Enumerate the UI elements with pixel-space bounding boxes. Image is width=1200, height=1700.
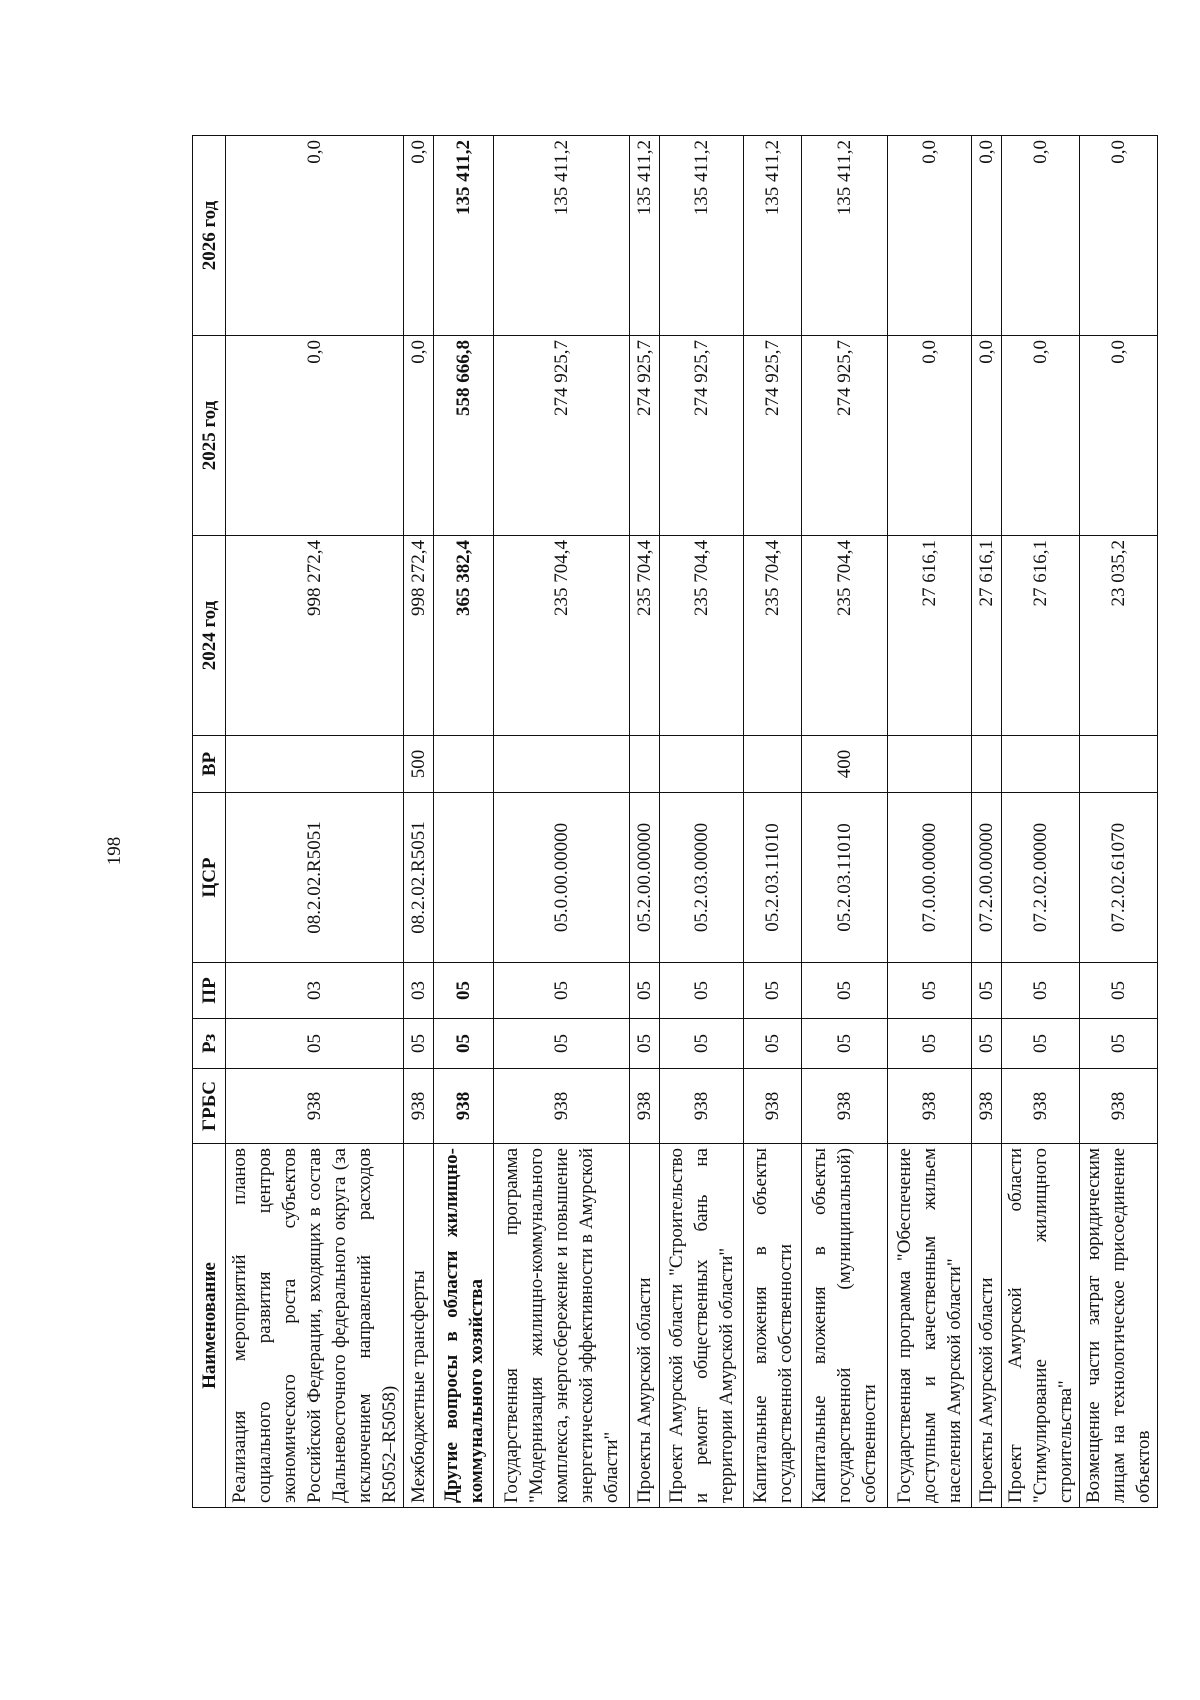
cell-rz: 05 <box>660 1019 744 1069</box>
table-row <box>434 136 494 1508</box>
cell-y2026: 0,0 <box>972 136 1002 336</box>
cell-csr: 07.2.02.00000 <box>1002 793 1080 963</box>
cell-grbs: 938 <box>494 1069 630 1144</box>
cell-y2024: 998 272,4 <box>404 536 434 736</box>
cell-name: Возмещение части затрат юридическим лицам на технологическое присоединение объектов <box>1080 1144 1158 1508</box>
table-row <box>1080 136 1158 1508</box>
cell-vr: 400 <box>802 736 888 793</box>
cell-rz: 05 <box>1002 1019 1080 1069</box>
cell-y2024: 998 272,4 <box>226 536 404 736</box>
cell-y2026: 135 411,2 <box>660 136 744 336</box>
cell-y2026: 135 411,2 <box>494 136 630 336</box>
cell-y2026: 135 411,2 <box>434 136 494 336</box>
cell-pr: 05 <box>972 963 1002 1019</box>
page-number: 198 <box>104 836 125 866</box>
cell-pr: 05 <box>660 963 744 1019</box>
cell-csr: 07.2.02.61070 <box>1080 793 1158 963</box>
cell-name: Капитальные вложения в объекты государственной собственности <box>744 1144 802 1508</box>
cell-y2026: 0,0 <box>888 136 972 336</box>
cell-vr <box>434 736 494 793</box>
cell-y2024: 27 616,1 <box>1002 536 1080 736</box>
cell-csr: 05.2.03.00000 <box>660 793 744 963</box>
cell-name: Проект Амурской области "Строительство и ремонт общественных бань на территории Амурской области" <box>660 1144 744 1508</box>
cell-vr <box>494 736 630 793</box>
cell-y2025: 0,0 <box>404 336 434 536</box>
cell-rz: 05 <box>1080 1019 1158 1069</box>
cell-vr <box>226 736 404 793</box>
cell-rz: 05 <box>434 1019 494 1069</box>
cell-rz: 05 <box>226 1019 404 1069</box>
header-rz: Рз <box>193 1019 226 1069</box>
cell-y2024: 27 616,1 <box>888 536 972 736</box>
table-row <box>404 136 434 1508</box>
cell-name: Капитальные вложения в объекты государственной (муниципальной) собственности <box>802 1144 888 1508</box>
cell-csr: 08.2.02.R5051 <box>226 793 404 963</box>
cell-grbs: 938 <box>802 1069 888 1144</box>
header-csr: ЦСР <box>193 793 226 963</box>
table-row <box>1002 136 1080 1508</box>
cell-vr <box>1080 736 1158 793</box>
cell-rz: 05 <box>972 1019 1002 1069</box>
rotated-table-wrapper <box>192 136 1154 1508</box>
table-row <box>744 136 802 1508</box>
cell-vr <box>660 736 744 793</box>
cell-csr: 05.2.03.11010 <box>744 793 802 963</box>
cell-grbs: 938 <box>434 1069 494 1144</box>
budget-table <box>192 135 1158 1508</box>
cell-pr: 05 <box>1002 963 1080 1019</box>
cell-grbs: 938 <box>888 1069 972 1144</box>
table-row <box>494 136 630 1508</box>
cell-y2024: 235 704,4 <box>802 536 888 736</box>
cell-y2026: 0,0 <box>1002 136 1080 336</box>
table-row <box>226 136 404 1508</box>
cell-y2024: 365 382,4 <box>434 536 494 736</box>
cell-grbs: 938 <box>972 1069 1002 1144</box>
cell-y2024: 23 035,2 <box>1080 536 1158 736</box>
cell-vr <box>972 736 1002 793</box>
cell-pr: 05 <box>434 963 494 1019</box>
cell-pr: 05 <box>744 963 802 1019</box>
cell-grbs: 938 <box>226 1069 404 1144</box>
cell-name: Межбюджетные трансферты <box>404 1144 434 1508</box>
cell-csr: 05.2.00.00000 <box>630 793 660 963</box>
table-row <box>888 136 972 1508</box>
cell-csr: 07.2.00.00000 <box>972 793 1002 963</box>
cell-pr: 05 <box>494 963 630 1019</box>
cell-pr: 05 <box>802 963 888 1019</box>
cell-vr <box>630 736 660 793</box>
cell-y2025: 0,0 <box>972 336 1002 536</box>
cell-name: Проекты Амурской области <box>972 1144 1002 1508</box>
table-row <box>660 136 744 1508</box>
cell-vr <box>744 736 802 793</box>
header-2026: 2026 год <box>193 136 226 336</box>
cell-csr: 08.2.02.R5051 <box>404 793 434 963</box>
cell-y2024: 235 704,4 <box>494 536 630 736</box>
header-2024: 2024 год <box>193 536 226 736</box>
cell-csr: 07.0.00.00000 <box>888 793 972 963</box>
cell-y2025: 0,0 <box>1080 336 1158 536</box>
cell-y2025: 0,0 <box>226 336 404 536</box>
cell-name: Государственная программа "Обеспечение доступным и качественным жильем населения Амурской области" <box>888 1144 972 1508</box>
cell-y2025: 274 925,7 <box>494 336 630 536</box>
cell-y2024: 235 704,4 <box>660 536 744 736</box>
cell-grbs: 938 <box>744 1069 802 1144</box>
cell-y2026: 0,0 <box>404 136 434 336</box>
cell-grbs: 938 <box>630 1069 660 1144</box>
cell-grbs: 938 <box>1080 1069 1158 1144</box>
cell-pr: 03 <box>226 963 404 1019</box>
cell-rz: 05 <box>744 1019 802 1069</box>
cell-rz: 05 <box>494 1019 630 1069</box>
cell-y2026: 135 411,2 <box>630 136 660 336</box>
cell-grbs: 938 <box>1002 1069 1080 1144</box>
cell-y2025: 558 666,8 <box>434 336 494 536</box>
cell-pr: 05 <box>1080 963 1158 1019</box>
cell-pr: 03 <box>404 963 434 1019</box>
cell-y2025: 0,0 <box>1002 336 1080 536</box>
cell-grbs: 938 <box>660 1069 744 1144</box>
cell-name: Проекты Амурской области <box>630 1144 660 1508</box>
cell-csr <box>434 793 494 963</box>
cell-y2024: 235 704,4 <box>744 536 802 736</box>
cell-y2024: 235 704,4 <box>630 536 660 736</box>
cell-y2025: 274 925,7 <box>660 336 744 536</box>
cell-rz: 05 <box>888 1019 972 1069</box>
cell-pr: 05 <box>630 963 660 1019</box>
header-row <box>193 136 226 1508</box>
cell-grbs: 938 <box>404 1069 434 1144</box>
cell-rz: 05 <box>404 1019 434 1069</box>
header-2025: 2025 год <box>193 336 226 536</box>
cell-y2025: 0,0 <box>888 336 972 536</box>
cell-csr: 05.0.00.00000 <box>494 793 630 963</box>
cell-name: Проект Амурской области "Стимулирование жилищного строительства" <box>1002 1144 1080 1508</box>
cell-y2026: 135 411,2 <box>744 136 802 336</box>
cell-name: Государственная программа "Модернизация жилищно-коммунального комплекса, энергосбережение и повышение энергетической эффективности в Амурской области" <box>494 1144 630 1508</box>
cell-y2025: 274 925,7 <box>630 336 660 536</box>
header-pr: ПР <box>193 963 226 1019</box>
cell-name: Реализация мероприятий планов социального развития центров экономического роста субъектов Российской Федерации, входящих в состав Дальневосточного федерального округа (за исключением направлений расходов R5052–R5058) <box>226 1144 404 1508</box>
cell-vr: 500 <box>404 736 434 793</box>
table-row <box>630 136 660 1508</box>
cell-pr: 05 <box>888 963 972 1019</box>
cell-vr <box>1002 736 1080 793</box>
cell-name: Другие вопросы в области жилищно-коммунального хозяйства <box>434 1144 494 1508</box>
table-row <box>802 136 888 1508</box>
cell-y2025: 274 925,7 <box>802 336 888 536</box>
cell-y2025: 274 925,7 <box>744 336 802 536</box>
cell-rz: 05 <box>802 1019 888 1069</box>
cell-y2026: 135 411,2 <box>802 136 888 336</box>
cell-csr: 05.2.03.11010 <box>802 793 888 963</box>
cell-rz: 05 <box>630 1019 660 1069</box>
header-name: Наименование <box>193 1144 226 1508</box>
cell-y2024: 27 616,1 <box>972 536 1002 736</box>
table-row <box>972 136 1002 1508</box>
cell-vr <box>888 736 972 793</box>
header-vr: ВР <box>193 736 226 793</box>
header-grbs: ГРБС <box>193 1069 226 1144</box>
cell-y2026: 0,0 <box>226 136 404 336</box>
cell-y2026: 0,0 <box>1080 136 1158 336</box>
